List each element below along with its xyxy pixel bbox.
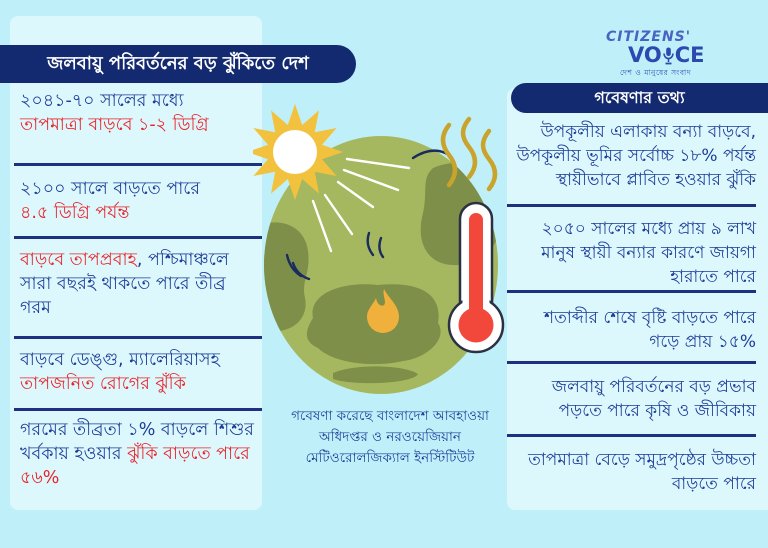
main-title-bar xyxy=(0,45,356,83)
fact-line: বাড়বে ডেঙ্গু, ম্যালেরিয়াসহ xyxy=(20,350,220,370)
microphone-icon xyxy=(663,47,674,66)
page-title: জলবায়ু পরিবর্তনের বড় ঝুঁকিতে দেশ xyxy=(47,52,309,74)
research-facts-header-bar xyxy=(511,83,768,113)
divider xyxy=(507,434,756,437)
research-source-caption: গবেষণা করেছে বাংলাদেশ আবহাওয়া অধিদপ্তর ও নরওয়েজিয়ান মেটিওরোলজিক্যাল ইনস্টিটিউট xyxy=(291,408,489,466)
fact-line: ৪.৫ ডিগ্রি পর্যন্ত xyxy=(20,202,130,223)
logo-vo: VO xyxy=(628,43,662,67)
warming-earth-illustration xyxy=(253,83,511,403)
divider xyxy=(14,336,262,339)
left-fact-temperature-rise xyxy=(20,90,258,138)
fact-line: তাপজনিত রোগের ঝুঁকি xyxy=(20,373,186,394)
research-facts-title: গবেষণার তথ্য xyxy=(594,87,685,107)
divider xyxy=(14,163,262,166)
logo-ce: CE xyxy=(674,43,705,67)
fact-line: তাপমাত্রা বাড়বে ১-২ ডিগ্রি xyxy=(20,114,209,135)
citizens-voice-logo xyxy=(598,30,748,77)
heat-wave-icon xyxy=(443,119,495,189)
left-fact-child-stunting xyxy=(20,419,258,490)
fact-line: ২১০০ সালে বাড়তে পারে xyxy=(20,179,200,199)
fact-segment: গরমের তীব্রতা ১% বাড়লে শিশুর খর্বকায় হওয়ার xyxy=(20,420,254,464)
logo-tagline: দেশ ও মানুষের সংবাদ xyxy=(620,68,692,77)
logo-brand-main xyxy=(628,45,748,66)
fact-segment: , পশ্চিমাঞ্চলে সারা বছরই থাকতে পারে তীব্র গরম xyxy=(20,250,229,318)
divider xyxy=(14,236,262,239)
divider xyxy=(507,361,756,364)
fact-line: ২০৪১-৭০ সালের মধ্যে xyxy=(20,91,184,111)
left-fact-heatwave xyxy=(20,249,258,320)
right-fact-agriculture: জলবায়ু পরিবর্তনের বড় প্রভাব পড়তে পারে কৃষি ও জীবিকায় xyxy=(551,377,756,422)
divider xyxy=(507,204,756,207)
fact-segment: বাড়বে তাপপ্রবাহ xyxy=(20,250,137,270)
right-fact-rainfall: শতাব্দীর শেষে বৃষ্টি বাড়তে পারে গড়ে প্রায় ১৫% xyxy=(544,308,756,353)
right-fact-displacement: ২০৫০ সালের মধ্যে প্রায় ৯ লাখ মানুষ স্থায়ী বন্যার কারণে জায়গা হারাতে পারে xyxy=(541,219,756,288)
divider xyxy=(507,290,756,293)
right-fact-sea-level: তাপমাত্রা বেড়ে সমুদ্রপৃষ্ঠের উচ্চতা বাড়তে পারে xyxy=(528,450,756,495)
divider xyxy=(14,408,262,411)
right-fact-coastal-flooding: উপকূলীয় এলাকায় বন্যা বাড়বে, উপকূলীয় ভূমির সর্বোচ্চ ১৮% পর্যন্ত স্থায়ীভাবে প্লাবিত হওয়ার ঝুঁকি xyxy=(516,122,756,191)
logo-brand-top: CITIZENS' xyxy=(606,29,692,45)
fact-segment: ঝুঁকি বাড়তে পারে ৫৬% xyxy=(20,443,250,488)
left-fact-disease xyxy=(20,349,258,397)
left-fact-2100-rise xyxy=(20,178,258,226)
